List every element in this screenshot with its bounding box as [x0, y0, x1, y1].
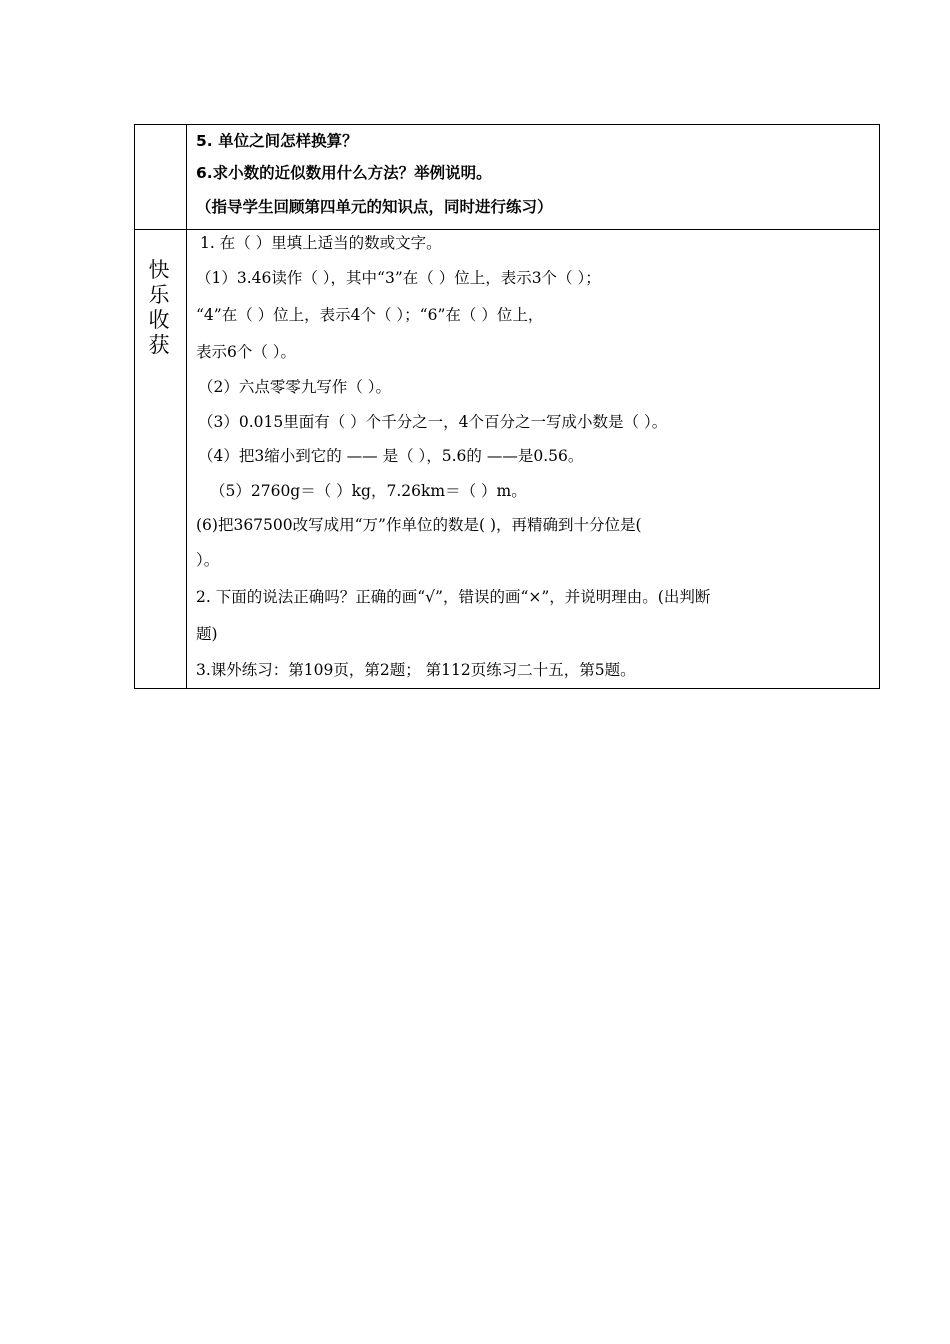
label-char-4: 获	[148, 333, 170, 357]
exercise-1-item-6-b: ）。	[196, 551, 220, 569]
review-question-5: 5. 单位之间怎样换算？	[196, 132, 358, 150]
label-char-2: 乐	[148, 283, 170, 307]
label-char-1: 快	[148, 258, 170, 282]
exercise-1-item-6-a: (6)把367500改写成用“万”作单位的数是( )，再精确到十分位是(	[196, 516, 642, 534]
harvest-section-label	[142, 258, 176, 358]
exercise-1-item-2: （2）六点零零九写作（ ）。	[198, 378, 392, 396]
exercise-1-item-1-a: （1）3.46读作（ ），其中“3”在（ ）位上，表示3个（ ）；	[196, 269, 601, 287]
review-question-6: 6.求小数的近似数用什么方法？举例说明。	[196, 164, 492, 182]
review-note: （指导学生回顾第四单元的知识点，同时进行练习）	[196, 198, 553, 216]
exercise-1-title: 1. 在（ ）里填上适当的数或文字。	[200, 234, 442, 252]
exercise-1-item-5: （5）2760g＝（ ）kg，7.26km＝（ ）m。	[210, 482, 527, 500]
exercise-2-title-cont: 题)	[196, 625, 218, 643]
exercise-3: 3.课外练习：第109页，第2题； 第112页练习二十五，第5题。	[196, 661, 636, 679]
review-label-cell	[135, 125, 187, 230]
exercise-2-title: 2. 下面的说法正确吗？正确的画“√”，错误的画“×”，并说明理由。(出判断	[196, 588, 711, 606]
exercise-1-item-1-c: 表示6个（ ）。	[196, 343, 297, 361]
label-char-3: 收	[148, 308, 170, 332]
exercise-1-item-3: （3）0.015里面有（ ）个千分之一，4个百分之一写成小数是（ ）。	[198, 413, 668, 431]
exercise-1-item-1-b: “4”在（ ）位上，表示4个（ ）；“6”在（ ）位上，	[196, 306, 544, 324]
exercise-1-item-4: （4）把3缩小到它的 —— 是（ ），5.6的 ——是0.56。	[198, 447, 584, 465]
